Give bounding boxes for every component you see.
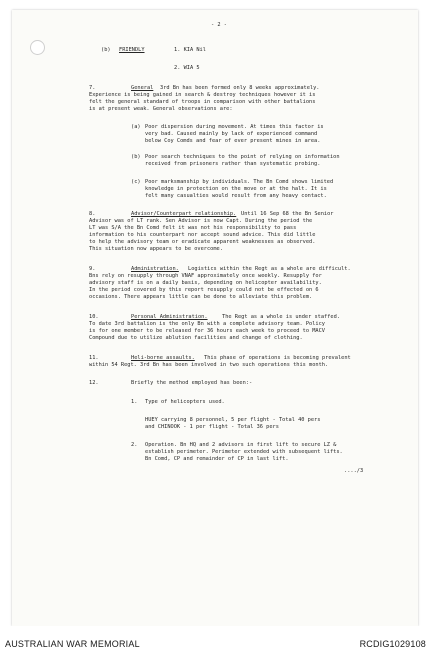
sub-line: felt many casualties would result from any heavy contact. — [145, 193, 327, 199]
para-line: Logistics within the Regt as a whole are difficult. — [188, 266, 351, 272]
para-number: 11. — [89, 355, 99, 361]
sub-line: below Coy Comds and fear of ever present mines in area. — [145, 138, 321, 144]
para-line: is at present weak. General observations are: — [89, 106, 233, 112]
para-line: Advisor was of LT rank. Sen Advisor is now Capt. During the period the — [89, 218, 313, 224]
para-heading: General — [131, 85, 154, 91]
para-line: occasions. There appears little can be done to alleviate this problem. — [89, 294, 313, 300]
sub-line: Poor search techniques to the point of relying on information — [145, 154, 340, 160]
item-b-heading: FRIENDLY — [119, 47, 145, 53]
para-line: To date 3rd battalion is the only Bn with a complete advisory team. Policy — [89, 321, 325, 327]
para-number: 9. — [89, 266, 96, 272]
sub-label: (a) — [131, 124, 141, 130]
para-number: 8. — [89, 211, 96, 217]
item-b-line: 2. WIA 5 — [174, 65, 200, 71]
footer-source: AUSTRALIAN WAR MEMORIAL — [5, 639, 140, 649]
para-heading: Personal Administration. — [131, 314, 208, 320]
punch-hole — [30, 40, 45, 55]
para-line: Compound due to utilize ablution facilities and change of clothing. — [89, 335, 303, 341]
para-line: Briefly the method employed has been:- — [131, 380, 253, 386]
list-label: 1. — [131, 399, 138, 405]
list-line: establish perimeter. Perimeter extended with subsequent lifts. — [145, 449, 343, 455]
sub-line: received from prisoners rather than systematic probing. — [145, 161, 321, 167]
para-line: Experience is being gained in search & destroy techniques however it is — [89, 92, 316, 98]
para-line: This situation now appears to be overcome. — [89, 246, 223, 252]
archive-footer — [0, 626, 430, 654]
para-number: 12. — [89, 380, 99, 386]
list-line: and CHINOOK - 1 per flight - Total 36 pers — [145, 424, 279, 430]
list-line: Operation. Bn HQ and 2 advisors in first lift to secure LZ & — [145, 442, 337, 448]
para-line: is for one member to be released for 36 hours each week to proceed to MACV — [89, 328, 325, 334]
continuation-marker: ..../3 — [344, 468, 364, 474]
para-line: LT was S/A the Bn Comd felt it was not his responsibility to pass — [89, 225, 297, 231]
para-number: 7. — [89, 85, 96, 91]
para-number: 10. — [89, 314, 99, 320]
list-label: 2. — [131, 442, 138, 448]
para-heading: Administration. — [131, 266, 179, 272]
item-b-label: (b) — [101, 47, 111, 53]
sub-line: knowledge in protection on the move or at the halt. It is — [145, 186, 327, 192]
sub-label: (c) — [131, 179, 141, 185]
para-line: information to his counterpart nor accept sound advice. This did little — [89, 232, 316, 238]
item-b-line: 1. KIA Nil — [174, 47, 206, 53]
para-line: to help the advisory team or eradicate apparent weaknesses as observed. — [89, 239, 316, 245]
page-number: - 2 - — [211, 22, 227, 28]
para-line: within 54 Regt. 3rd Bn has been involved in two such operations this month. — [89, 362, 329, 368]
list-line: HUEY carrying 8 personnel, 5 per flight - Total 40 pers — [145, 417, 321, 423]
para-line: advisory staff is on a daily basis, depending on helicopter availability. — [89, 280, 322, 286]
para-line: Until 16 Sep 68 the Bn Senior — [241, 211, 334, 217]
para-heading: Heli-borne assaults. — [131, 355, 195, 361]
sub-line: Poor marksmanship by individuals. The Bn Comd shows limited — [145, 179, 334, 185]
para-line: In the period covered by this report resupply could not be effected on 6 — [89, 287, 319, 293]
para-line: Bns rely on resupply through VNAF approximately once weekly. Resupply for — [89, 273, 322, 279]
para-line: The Regt as a whole is under staffed. — [222, 314, 340, 320]
footer-record-id: RCDIG1029108 — [359, 639, 426, 649]
sub-label: (b) — [131, 154, 141, 160]
para-line: felt the general standard of troops in comparison with other battalions — [89, 99, 316, 105]
para-line: 3rd Bn has been formed only 8 weeks approximately. — [160, 85, 320, 91]
para-heading: Advisor/Counterpart relationship. — [131, 211, 237, 217]
list-line: Bn Comd, CP and remainder of CP in last lift. — [145, 456, 289, 462]
para-line: This phase of operations is becoming prevalent — [204, 355, 351, 361]
sub-line: very bad. Caused mainly by lack of experienced command — [145, 131, 318, 137]
sub-line: Poor dispersion during movement. At times this factor is — [145, 124, 324, 130]
list-line: Type of helicopters used. — [145, 399, 225, 405]
